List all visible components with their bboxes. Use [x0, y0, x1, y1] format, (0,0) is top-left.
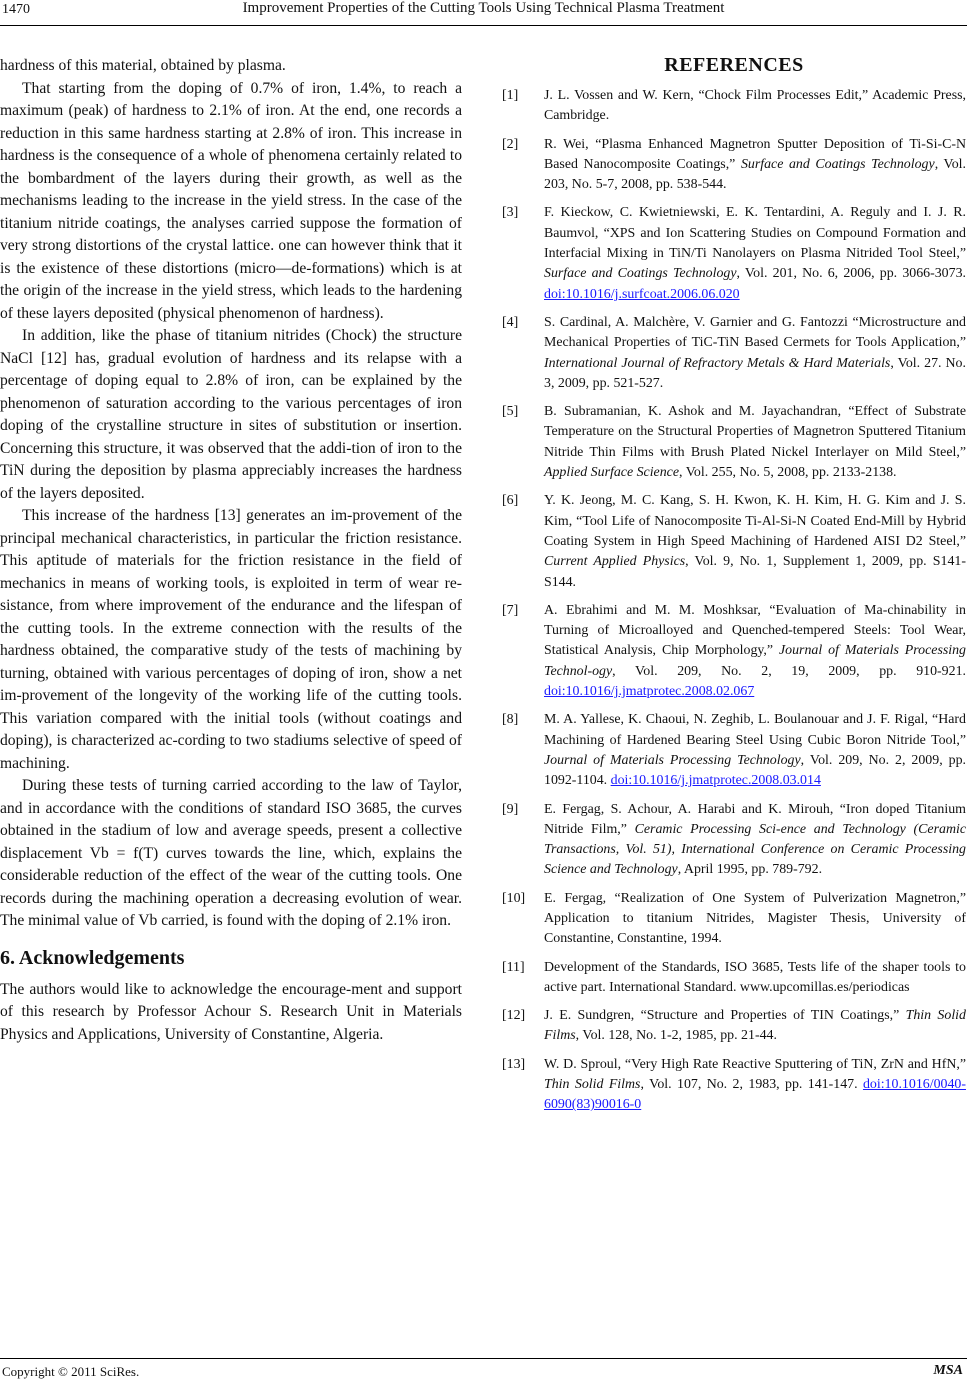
- reference-text: [544, 603, 966, 699]
- reference-authors-title: F. Kieckow, C. Kwietniewski, E. K. Tentardini, A. Reguly and I. J. R. Baumvol, “XPS and Ion Scattering Studies on Compound Formation and Interfacial Mixing in TiN/Ti Nanolayers on Plasma Nitrided Tool Steel,”: [544, 205, 966, 262]
- reference-number: [9]: [502, 801, 519, 817]
- reference-text: [544, 404, 966, 480]
- reference-text: [544, 493, 966, 589]
- reference-text: [544, 137, 966, 193]
- reference-number: [6]: [502, 493, 519, 509]
- reference-authors-title: R. Wei, “Plasma Enhanced Magnetron Sputter Deposition of Ti-Si-C-N Based Nanocomposite Coatings,”: [544, 136, 966, 172]
- reference-source: Ceramic Processing Sci-ence and Technology (Ceramic Transactions, Vol. 51), International Conference on Ceramic Processing Science and Technology: [544, 821, 966, 878]
- reference-item: [502, 313, 966, 394]
- reference-number: [7]: [502, 602, 519, 618]
- page-header: [0, 0, 967, 24]
- page-number: 1470: [2, 2, 30, 17]
- paragraph: That starting from the doping of 0.7% of iron, 1.4%, to reach a maximum (peak) of hardness to 2.1% of iron. At the end, one records a reduction in this same hardness starting at 2.8% of iron. This increase in hardness is the consequence of a whole of phenomena certainly related to the bombardment of the layers during their growth, as well as the mechanisms leading to the increase in the yield stress. In the case of the titanium nitride coatings, the analyses carried suppose the formation of very strong distortions of the crystal lattice. one can however think that it is the existence of these distortions (micro—de-formations) which is at the origin of the increase in the yield stress, which leads to the hardening of these layers deposited (physical phenomenon of hardness).: [0, 79, 462, 322]
- doi-link[interactable]: doi:10.1016/j.surfcoat.2006.06.020: [544, 286, 740, 302]
- paragraph: This increase of the hardness [13] generates an im-provement of the principal mechanical characteristics, in particular the friction resistance. This aptitude of materials for the friction resistance in the field of mechanics in means of working tools, is exploited in term of wear re-sistance, from where improvement of the endurance and the lifespan of the cutting tools. In the extreme connection with the results of the hardness obtained, the comparative study of the tests of machining by turning, obtained with various percentages of doping of iron, show a net im-provement of the longevity of the working life of the cutting tools. This variation compared with the initial tools (without coatings and doping), is characterized ac-cording to two stadiums selective of speed of machining.: [0, 507, 462, 772]
- reference-item: [502, 601, 966, 702]
- reference-source: Surface and Coatings Technology: [544, 266, 737, 282]
- reference-source: International Journal of Refractory Metals & Hard Materials: [544, 355, 891, 371]
- reference-item: [502, 710, 966, 791]
- reference-authors-title: Development of the Standards, ISO 3685, Tests life of the shaper tools to active part. International Standard. www.upcomillas.es/periodicas: [544, 959, 966, 995]
- reference-item: [502, 203, 966, 304]
- reference-authors-title: A. Ebrahimi and M. M. Moshksar, “Evaluation of Ma-chinability in Turning of Microalloyed and Quenched-tempered Steels: Tool Wear, Statistical Analysis, Chip Morphology,”: [544, 602, 966, 659]
- reference-source: Journal of Materials Processing Technol-ogy: [544, 643, 967, 679]
- reference-number: [1]: [502, 88, 519, 103]
- running-title: Improvement Properties of the Cutting Tools Using Technical Plasma Treatment: [242, 0, 725, 16]
- doi-link[interactable]: doi:10.1016/j.jmatprotec.2008.03.014: [610, 773, 821, 789]
- doi-link[interactable]: doi:10.1016/0040-6090(83)90016-0: [544, 1077, 966, 1113]
- reference-item: [502, 402, 966, 483]
- references-list: [502, 86, 966, 1116]
- reference-text: [544, 1008, 966, 1043]
- reference-source: Surface and Coatings Technology: [740, 156, 935, 172]
- copyright-notice: Copyright © 2011 SciRes.: [2, 1364, 140, 1379]
- reference-details: , Vol. 128, No. 1-2, 1985, pp. 21-44.: [575, 1028, 777, 1044]
- reference-text: [544, 205, 966, 301]
- reference-details: , Vol. 209, No. 2, 19, 2009, pp. 910-921.: [612, 663, 966, 679]
- reference-authors-title: W. D. Sproul, “Very High Rate Reactive Sputtering of TiN, ZrN and HfN,”: [544, 1056, 966, 1072]
- reference-number: [12]: [502, 1008, 526, 1024]
- reference-text: [544, 891, 966, 947]
- footer-rule: [0, 1358, 967, 1359]
- reference-authors-title: M. A. Yallese, K. Chaoui, N. Zeghib, L. Boulanouar and J. F. Rigal, “Hard Machining of Hardened Bearing Steel Using Cubic Boron Nitride Tool,”: [544, 712, 966, 748]
- reference-details: , Vol. 203, No. 5-7, 2008, pp. 538-544.: [544, 156, 967, 193]
- paragraph: hardness of this material, obtained by plasma.: [0, 57, 286, 74]
- acknowledgements-heading: 6. Acknowledgements: [0, 946, 185, 969]
- reference-text: [544, 88, 966, 123]
- reference-item: [502, 491, 966, 592]
- reference-text: [544, 802, 966, 878]
- reference-item: [502, 889, 966, 950]
- reference-source: Thin Solid Films: [544, 1077, 641, 1093]
- reference-item: [502, 1055, 966, 1116]
- reference-source: Current Applied Physics: [544, 554, 686, 570]
- doi-link[interactable]: doi:10.1016/j.jmatprotec.2008.02.067: [544, 684, 755, 700]
- reference-text: [544, 315, 966, 391]
- right-column: [502, 52, 966, 1124]
- reference-authors-title: B. Subramanian, K. Ashok and M. Jayachandran, “Effect of Substrate Temperature on the Structural Properties of Magnetron Sputtered Titanium Nitride Thin Films with Brush Plated Nickel Interlayer on Mild Steel,”: [544, 404, 966, 460]
- references-heading: REFERENCES: [664, 54, 804, 76]
- reference-details: , Vol. 209, No. 2, 2009, pp. 1092-1104.: [544, 752, 966, 789]
- reference-number: [4]: [502, 314, 519, 330]
- reference-authors-title: E. Fergag, S. Achour, A. Harabi and K. Mirouh, “Iron doped Titanium Nitride Film,”: [544, 801, 966, 837]
- reference-item: [502, 135, 966, 196]
- reference-details: , Vol. 255, No. 5, 2008, pp. 2133-2138.: [679, 465, 897, 481]
- reference-details: , Vol. 27. No. 3, 2009, pp. 521-527.: [544, 355, 966, 391]
- paragraph: During these tests of turning carried according to the law of Taylor, and in accordance with the conditions of standard ISO 3685, the curves obtained in the stadium of low and average speeds, present a collective displacement Vb = f(T) curves towards the line, which, explains the considerable reduction of the effect of the wear of the cutting tools. One records during the machining operation a decreasing evolution of wear. The minimal value of Vb carried, is found with the doping of 2.1% iron.: [0, 777, 462, 929]
- reference-authors-title: S. Cardinal, A. Malchère, V. Garnier and G. Fantozzi “Microstructure and Mechanical Properties of TiC-TiN Based Cermets for Tools Application,”: [544, 314, 966, 351]
- reference-source: Applied Surface Science: [544, 465, 679, 481]
- reference-source: Thin Solid Films: [544, 1008, 966, 1044]
- reference-number: [2]: [502, 136, 519, 152]
- reference-item: [502, 1006, 966, 1047]
- reference-number: [5]: [502, 404, 519, 420]
- reference-text: [544, 960, 966, 995]
- reference-number: [11]: [502, 959, 525, 975]
- reference-details: , Vol. 201, No. 6, 2006, pp. 3066-3073.: [736, 266, 966, 282]
- reference-text: [544, 1057, 966, 1113]
- left-column: [0, 55, 462, 1046]
- reference-number: [10]: [502, 890, 526, 906]
- reference-authors-title: J. L. Vossen and W. Kern, “Chock Film Processes Edit,” Academic Press, Cambridge.: [544, 88, 966, 124]
- reference-item: [502, 958, 966, 999]
- reference-number: [3]: [502, 205, 519, 221]
- reference-details: , Vol. 107, No. 2, 1983, pp. 141-147.: [640, 1077, 863, 1093]
- reference-text: [544, 712, 966, 788]
- reference-source: Journal of Materials Processing Technology: [544, 752, 801, 768]
- reference-number: [13]: [502, 1056, 526, 1072]
- reference-details: , Vol. 9, No. 1, Supplement 1, 2009, pp. S141-S144.: [544, 554, 966, 590]
- reference-item: [502, 800, 966, 881]
- paragraph: In addition, like the phase of titanium nitrides (Chock) the structure NaCl [12] has, gradual evolution of hardness and its relapse with a percentage of doping equal to 2.8% of iron, can be explained by the phenomenon of saturation according to the various percentages of iron doping of the crystalline structure in sites of substitution or insertion. Concerning this structure, it was observed that the addi-tion of iron to the TiN during the deposition by plasma appreciably increases the hardness of the layers deposited.: [0, 327, 462, 502]
- reference-authors-title: J. E. Sundgren, “Structure and Properties of TIN Coatings,”: [544, 1008, 906, 1024]
- header-rule: [0, 25, 967, 26]
- reference-item: [502, 86, 966, 127]
- reference-number: [8]: [502, 712, 519, 728]
- journal-abbreviation: MSA: [933, 1363, 963, 1378]
- reference-authors-title: Y. K. Jeong, M. C. Kang, S. H. Kwon, K. H. Kim, H. G. Kim and J. S. Kim, “Tool Life of Nanocomposite Ti-Al-Si-N Coated End-Mill by Hybrid Coating System in High Speed Machining of Hardened AISI D2 Steel,”: [544, 493, 966, 549]
- reference-authors-title: E. Fergag, “Realization of One System of Pulverization Magnetron,” Application to titanium Nitrides, Magister Thesis, University of Constantine, Constantine, 1994.: [544, 890, 966, 947]
- acknowledgements-text: The authors would like to acknowledge the encourage-ment and support of this research by Professor Achour S. Research Unit in Materials Physics and Applications, University of Constantine, Algeria.: [0, 980, 462, 1043]
- reference-details: , April 1995, pp. 789-792.: [677, 862, 823, 878]
